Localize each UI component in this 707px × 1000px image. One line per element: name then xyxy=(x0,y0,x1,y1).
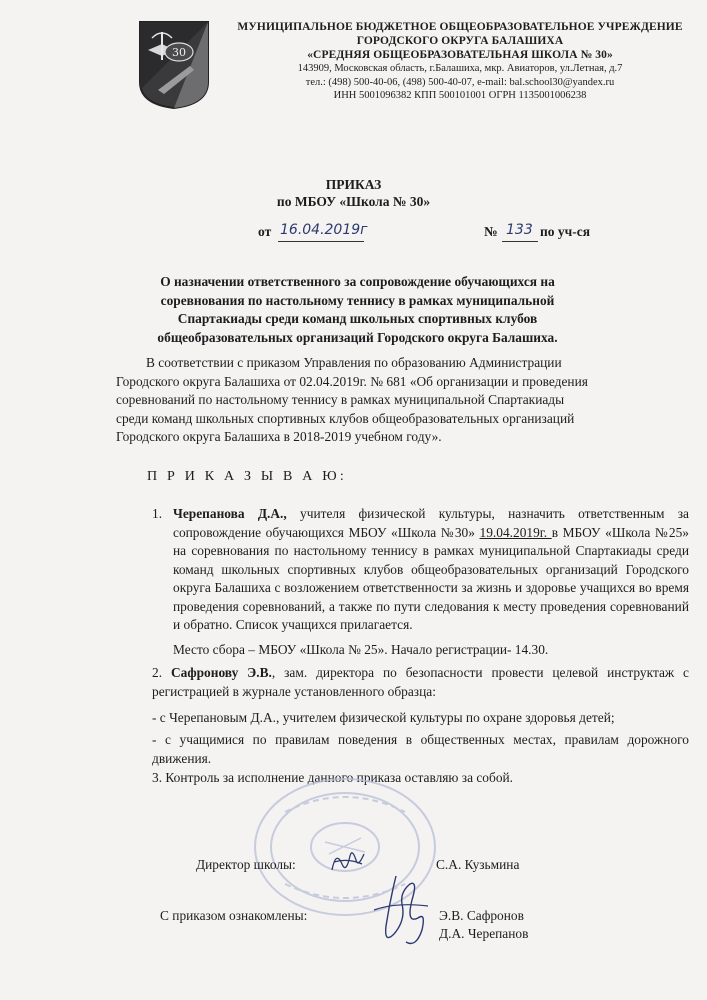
handwritten-number: 133 xyxy=(506,222,533,238)
org-line-1: МУНИЦИПАЛЬНОЕ БЮДЖЕТНОЕ ОБЩЕОБРАЗОВАТЕЛЬНОЕ УЧРЕЖДЕНИЕ xyxy=(237,21,683,33)
order-item-1 xyxy=(152,505,689,659)
item-1-place: Место сбора – МБОУ «Школа № 25». Начало регистрации- 14.30. xyxy=(173,641,549,657)
date-underline xyxy=(278,241,364,242)
item-1-text xyxy=(173,505,689,635)
number-underline xyxy=(502,241,538,242)
school-emblem-icon xyxy=(138,20,210,110)
emblem-number: 30 xyxy=(172,46,186,59)
item-2-subpoint-2: - с учащимися по правилам поведения в общественных местах, правилам дорожного движения. xyxy=(152,732,689,766)
item-1-text-b: в МБОУ «Школа №25» на соревнования по настольному теннису в рамках муниципальной Спартакиады среди команд школьных спортивных клубов общеобразовательных организаций Городского округа Балашиха с возложением ответственности за жизнь и здоровье учащихся во время проведения соревнований, а также по пути следования к месту проведения соревнований и обратно. Список учащихся прилагается. xyxy=(173,524,690,632)
order-title: ПРИКАЗ xyxy=(325,177,382,192)
orders-label: П Р И К А З Ы В А Ю: xyxy=(147,469,347,484)
acquainted-label: С приказом ознакомлены: xyxy=(160,908,308,923)
item-1-date: 19.04.2019г. xyxy=(479,524,552,540)
acquainted-signature-icon xyxy=(366,870,436,952)
date-prefix: от xyxy=(258,224,272,239)
org-line-3: «СРЕДНЯЯ ОБЩЕОБРАЗОВАТЕЛЬНАЯ ШКОЛА № 30» xyxy=(307,49,613,61)
order-subtitle: по МБОУ «Школа № 30» xyxy=(276,194,431,209)
item-1-number: 1. xyxy=(152,506,163,521)
org-contacts: тел.: (498) 500-40-06, (498) 500-40-07, e-mail: bal.school30@yandex.ru xyxy=(305,76,615,88)
org-line-2: ГОРОДСКОГО ОКРУГА БАЛАШИХА xyxy=(356,35,564,47)
org-codes: ИНН 5001096382 КПП 500101001 ОГРН 1135001006238 xyxy=(333,90,587,101)
basis-paragraph xyxy=(116,354,594,447)
handwritten-date: 16.04.2019г xyxy=(280,222,368,238)
organization-block xyxy=(225,20,695,103)
acquainted-person-1: Э.В. Сафронов xyxy=(439,908,524,923)
number-suffix: по уч-ся xyxy=(540,224,591,239)
order-heading xyxy=(0,176,707,210)
director-name: С.А. Кузьмина xyxy=(436,857,520,872)
number-prefix: № xyxy=(484,224,498,239)
item-2-text: , зам. директора по безопасности провести целевой инструктаж с регистрацией в журнале установленного образца: xyxy=(152,665,690,699)
acquainted-person-2: Д.А. Черепанов xyxy=(439,926,529,941)
item-1-person: Черепанова Д.А., xyxy=(173,506,287,521)
order-item-2 xyxy=(152,664,689,701)
item-2-person: Сафронову Э.В. xyxy=(170,665,272,680)
item-2-subpoint-1: - с Черепановым Д.А., учителем физической культуры по охране здоровья детей; xyxy=(152,710,615,725)
item-2-number: 2. xyxy=(152,665,163,680)
order-item-3: 3. Контроль за исполнение данного приказа оставляю за собой. xyxy=(152,770,514,785)
director-signature-icon xyxy=(328,844,368,878)
org-address: 143909, Московская область, г.Балашиха, мкр. Авиаторов, ул.Летная, д.7 xyxy=(297,63,623,74)
basis-text: В соответствии с приказом Управления по образованию Администрации Городского округа Балашиха от 02.04.2019г. № 681 «Об организации и проведения соревнований по настольному теннису в рамках муниципальной Спартакиады среди команд школьных спортивных клубов общеобразовательных организаций Городского округа Балашиха в 2018-2019 учебном году». xyxy=(116,355,588,444)
item-1-text-a: учителя физической культуры, назначить ответственным за сопровождение обучающихся МБОУ «Школа №30» xyxy=(173,506,689,540)
director-label: Директор школы: xyxy=(196,857,296,872)
order-subject: О назначении ответственного за сопровождение обучающихся на соревнования по настольному теннису в рамках муниципальной Спартакиады среди команд школьных спортивных клубов общеобразовательных организаций Городского округа Балашиха. xyxy=(157,274,558,345)
